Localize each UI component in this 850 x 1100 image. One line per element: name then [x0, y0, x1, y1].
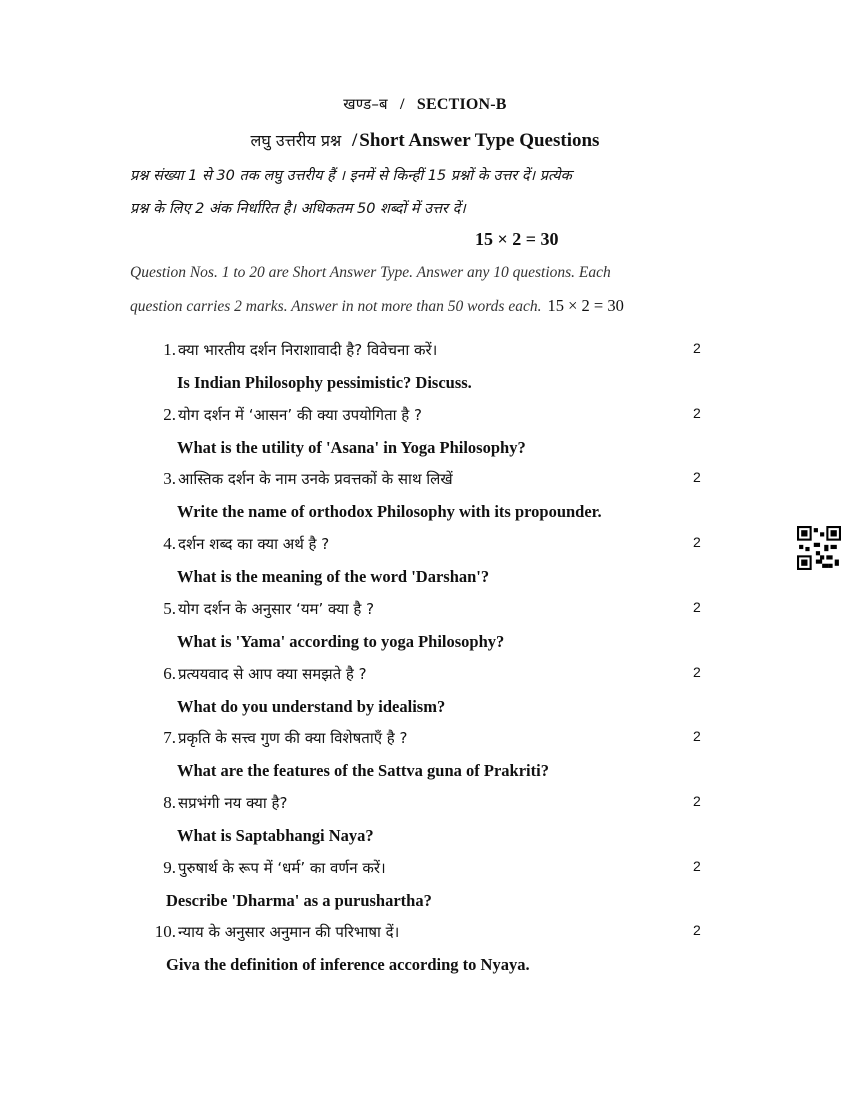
question-hindi-text: न्याय के अनुसार अनुमान की परिभाषा दें। [178, 923, 400, 941]
question-marks: 2 [693, 858, 701, 874]
question-number: 9. [163, 858, 176, 877]
question-hindi [140, 469, 720, 489]
question-english-text: What do you understand by idealism? [177, 697, 446, 716]
question-marks: 2 [693, 793, 701, 809]
question-marks: 2 [693, 599, 701, 615]
section-heading-hindi: खण्ड–ब [343, 95, 388, 113]
question-hindi [140, 534, 720, 554]
question-english-text: Write the name of orthodox Philosophy with its propounder. [177, 502, 602, 521]
question-hindi-text: प्रत्ययवाद से आप क्या समझते है ? [178, 665, 367, 683]
english-instruction-line-2 [130, 296, 750, 316]
question-marks: 2 [693, 922, 701, 938]
section-heading-separator: / [400, 96, 405, 113]
question-english-text: What is Saptabhangi Naya? [177, 826, 374, 845]
questions-type-hindi: लघु उत्तरीय प्रश्न [250, 131, 342, 150]
question-number: 8. [163, 793, 176, 812]
question-hindi [140, 340, 720, 360]
question-number: 3. [163, 469, 176, 488]
question-hindi [140, 858, 720, 878]
qr-code-icon [797, 526, 841, 570]
question-marks: 2 [693, 728, 701, 744]
questions-type-heading [0, 129, 850, 152]
total-marks-hindi: 15 × 2 = 30 [475, 229, 559, 249]
questions-type-separator: / [351, 130, 358, 151]
hindi-instruction-line-2: प्रश्न के लिए 2 अंक निर्धारित है। अधिकतम 50 शब्दों में उत्तर दें। [130, 201, 466, 217]
question-hindi-text: योग दर्शन के अनुसार ‘यम’ क्या है ? [178, 600, 375, 618]
hindi-instruction-line-1: प्रश्न संख्या 1 से 30 तक लघु उत्तरीय हैं । इनमें से किन्हीं 15 प्रश्नों के उत्तर दें। प्रत्येक [130, 168, 572, 184]
question-hindi-text: दर्शन शब्द का क्या अर्थ है ? [178, 535, 330, 553]
question-marks: 2 [693, 664, 701, 680]
question-number: 1. [163, 340, 176, 359]
total-marks-english: 15 × 2 = 30 [547, 296, 624, 315]
question-hindi-text: योग दर्शन में ‘आसन’ की क्या उपयोगिता है ? [178, 406, 422, 424]
question-number: 6. [163, 664, 176, 683]
question-english-text: What is the meaning of the word 'Darshan'? [177, 567, 490, 586]
question-number: 2. [163, 405, 176, 424]
question-marks: 2 [693, 340, 701, 356]
question-english-text: What is 'Yama' according to yoga Philosophy? [177, 632, 505, 651]
question-marks: 2 [693, 469, 701, 485]
question-hindi-text: क्या भारतीय दर्शन निराशावादी है? विवेचना करें। [178, 341, 438, 359]
question-number: 7. [163, 728, 176, 747]
question-number: 5. [163, 599, 176, 618]
english-instruction-line-1: Question Nos. 1 to 20 are Short Answer Type. Answer any 10 questions. Each [130, 264, 611, 281]
question-hindi [140, 599, 720, 619]
question-hindi [140, 405, 720, 425]
question-hindi [140, 793, 720, 813]
questions-type-english: Short Answer Type Questions [359, 130, 600, 151]
question-hindi [140, 728, 720, 748]
question-hindi-text: पुरुषार्थ के रूप में ‘धर्म’ का वर्णन करें। [178, 859, 386, 877]
question-english-text: What are the features of the Sattva guna of Prakriti? [177, 761, 549, 780]
question-english-text: Giva the definition of inference according to Nyaya. [166, 955, 530, 974]
question-hindi-text: आस्तिक दर्शन के नाम उनके प्रवत्तकों के साथ लिखें [178, 470, 453, 488]
question-marks: 2 [693, 534, 701, 550]
question-marks: 2 [693, 405, 701, 421]
question-number: 10. [154, 922, 176, 941]
question-english-text: Is Indian Philosophy pessimistic? Discuss. [177, 373, 472, 392]
question-hindi-text: सप्रभंगी नय क्या है? [178, 794, 288, 812]
question-english-text: What is the utility of 'Asana' in Yoga Philosophy? [177, 438, 526, 457]
english-instruction-line-2-text: question carries 2 marks. Answer in not more than 50 words each. [130, 298, 542, 315]
question-hindi [140, 664, 720, 684]
section-heading-english: SECTION-B [416, 96, 507, 113]
question-english-text: Describe 'Dharma' as a purushartha? [166, 891, 432, 910]
question-hindi-text: प्रकृति के सत्त्व गुण की क्या विशेषताएँ है ? [178, 729, 408, 747]
question-number: 4. [163, 534, 176, 553]
question-hindi [140, 922, 720, 942]
section-heading [0, 94, 850, 114]
